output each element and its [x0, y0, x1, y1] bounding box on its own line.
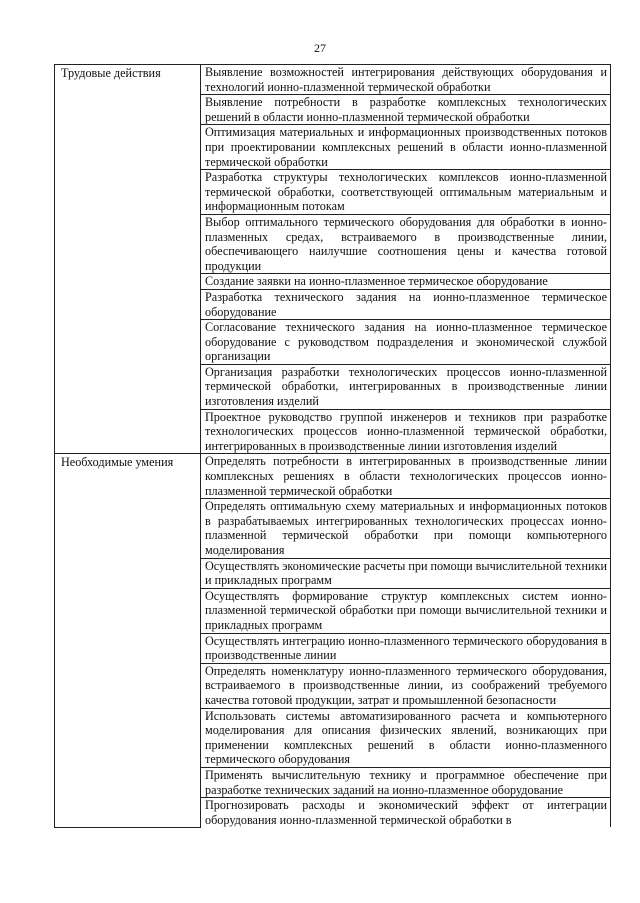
- skill-item: Определять оптимальную схему материальных и информационных потоков в разрабатываемых интегрированных технологических процессах ионно-плазменной термической обработки при помощи компьютерного моделирования: [201, 499, 611, 558]
- labor-action-item: Выбор оптимального термического оборудования для обработки в ионно-плазменных средах, встраиваемого в производственные линии, обеспечивающего наилучшие соотношения цены и качества готовой продукции: [201, 214, 611, 273]
- labor-action-item: Организация разработки технологических процессов ионно-плазменной термической обработки, интегрированных в производственные линии изготовления изделий: [201, 364, 611, 409]
- labor-action-item: Согласование технического задания на ионно-плазменное термическое оборудование с руководством подразделения и экономической службой организации: [201, 320, 611, 365]
- labor-action-item: Выявление потребности в разработке комплексных технологических решений в области ионно-плазменной термической обработки: [201, 95, 611, 125]
- skill-item: Осуществлять интеграцию ионно-плазменного термического оборудования в производственные линии: [201, 633, 611, 663]
- labor-action-item: Оптимизация материальных и информационных производственных потоков при проектировании комплексных решений в области ионно-плазменной термической обработки: [201, 125, 611, 170]
- page-number: 27: [314, 41, 326, 55]
- labor-action-item: Создание заявки на ионно-плазменное термическое оборудование: [201, 274, 611, 290]
- labor-action-item: Разработка структуры технологических комплексов ионно-плазменной термической обработки, соответствующей оптимальным материальным и информационным потокам: [201, 170, 611, 215]
- skill-item: Осуществлять экономические расчеты при помощи вычислительной техники и прикладных программ: [201, 558, 611, 588]
- skill-item: Прогнозировать расходы и экономический эффект от интеграции оборудования ионно-плазменной термической обработки в: [201, 798, 611, 828]
- section-label-labor-actions: Трудовые действия: [55, 65, 201, 454]
- skill-item: Осуществлять формирование структур комплексных систем ионно-плазменной термической обработки при помощи вычислительной техники и прикладных программ: [201, 588, 611, 633]
- labor-action-item: Разработка технического задания на ионно-плазменное термическое оборудование: [201, 289, 611, 319]
- table-row: [55, 65, 611, 95]
- section-label-required-skills: Необходимые умения: [55, 454, 201, 827]
- skill-item: Применять вычислительную технику и программное обеспечение при разработке технических заданий на ионно-плазменное оборудование: [201, 767, 611, 797]
- labor-action-item: Выявление возможностей интегрирования действующих оборудования и технологий ионно-плазменной термической обработки: [201, 65, 611, 95]
- skill-item: Определять номенклатуру ионно-плазменного термического оборудования, встраиваемого в производственные линии, из соображений требуемого качества готовой продукции, затрат и промышленной безопасности: [201, 663, 611, 708]
- requirements-table: [54, 64, 611, 828]
- skill-item: Определять потребности в интегрированных в производственные линии комплексных решениях в области технологических процессов ионно-плазменной термической обработки: [201, 454, 611, 499]
- skill-item: Использовать системы автоматизированного расчета и компьютерного моделирования для описания физических явлений, возникающих при применении комплексных решений в области ионно-плазменного термического оборудования: [201, 708, 611, 767]
- table-row: [55, 454, 611, 499]
- labor-action-item: Проектное руководство группой инженеров и техников при разработке технологических процессов ионно-плазменной термической обработки, интегрированных в производственные линии изготовления изделий: [201, 409, 611, 454]
